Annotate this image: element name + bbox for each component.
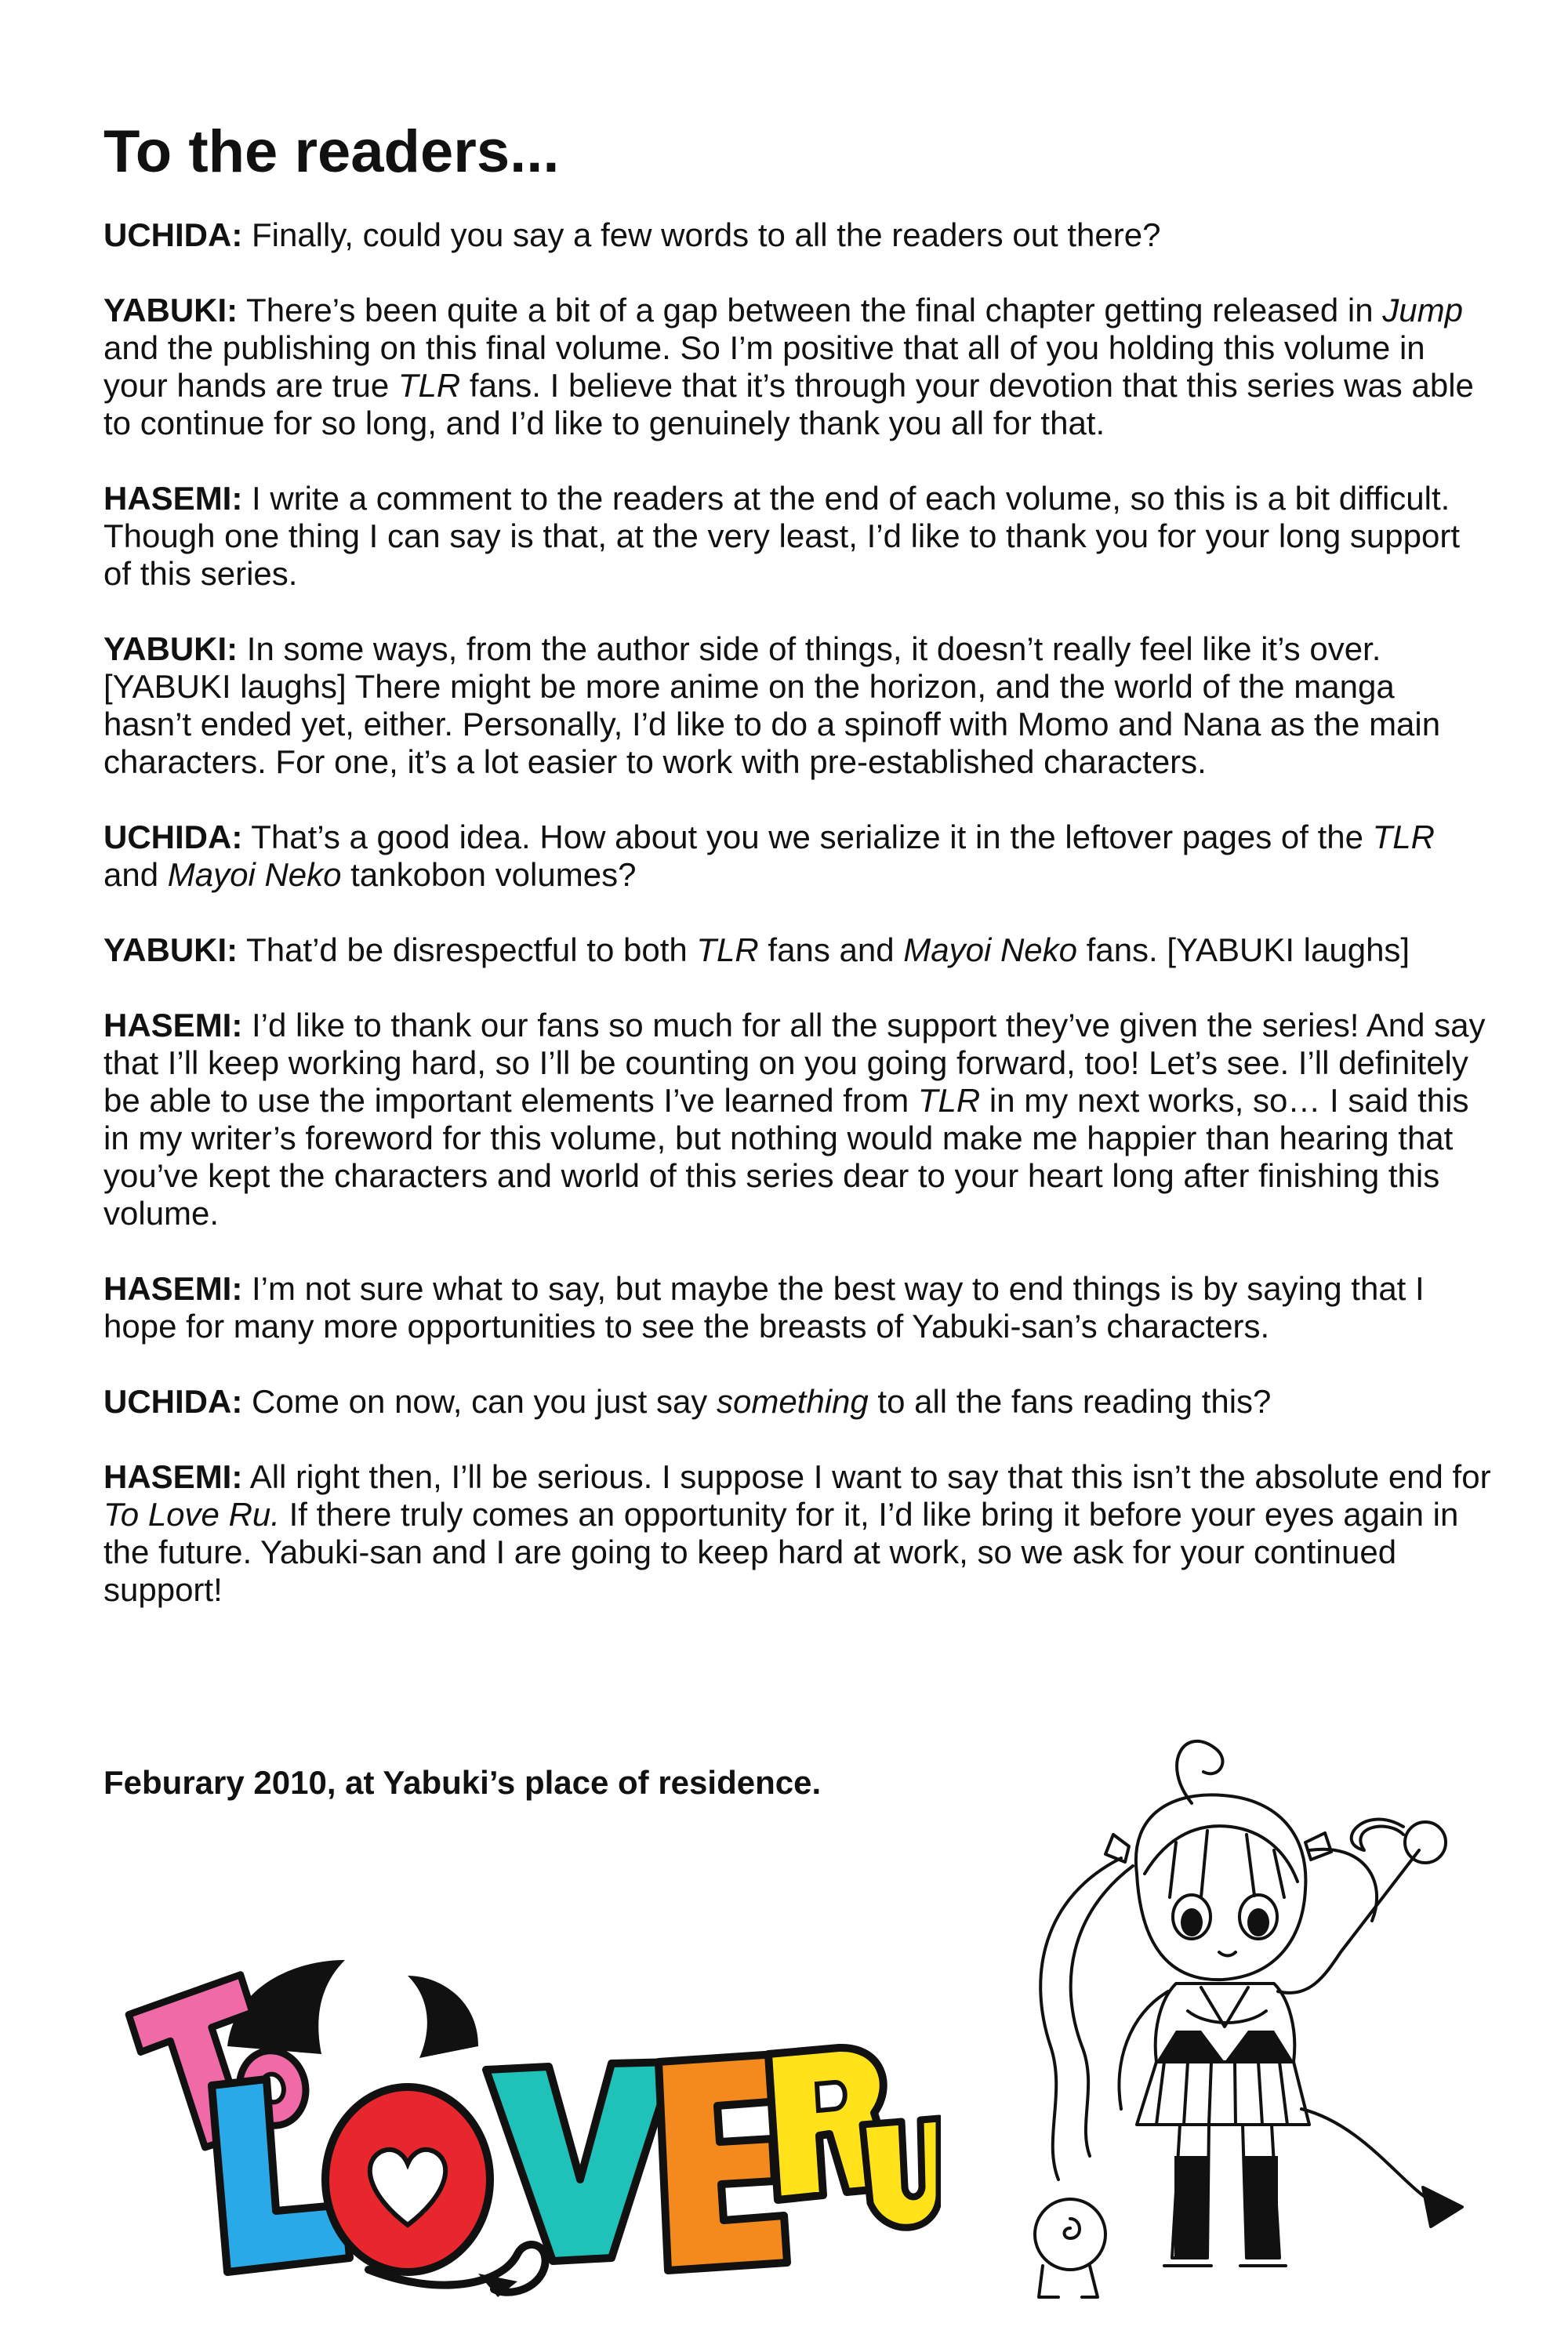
paragraph-text: tankobon volumes? xyxy=(341,856,637,893)
paragraph-text: I’d like to thank our fans so much for all the support they’ve given the series! And say that I’ll keep working hard, so I’ll be counting on you going forward, too! Let’s see. I’ll definitely be able to use the important elements I’ve learned from xyxy=(103,1007,1486,1119)
logo-letter-o xyxy=(325,2087,490,2272)
interview-paragraph xyxy=(103,818,1491,894)
devil-tail-tip-icon xyxy=(1423,2187,1462,2227)
interview-paragraph xyxy=(103,1458,1491,1609)
devil-wing-icon xyxy=(1352,1820,1403,1850)
interview-paragraph xyxy=(103,630,1491,781)
logo-letter-u xyxy=(862,2118,939,2227)
paragraph-text: In some ways, from the author side of things, it doesn’t really feel like it’s over. [YABUKI laughs] There might be more anime on the horizon, and the world of the manga hasn’t ended yet, either. Personally, I’d like to do a spinoff with Momo and Nana as the main characters. For one, it’s a lot easier to work with pre-established characters. xyxy=(103,630,1441,780)
speaker-name: YABUKI: xyxy=(103,630,238,667)
twin-tail-left xyxy=(1040,1858,1121,2180)
paragraph-text: fans and xyxy=(758,931,904,968)
interview-paragraph xyxy=(103,1007,1491,1232)
italic-title-text: To Love Ru. xyxy=(103,1496,280,1533)
paragraph-text: and xyxy=(103,856,168,893)
to-love-ru-logo xyxy=(110,1929,941,2297)
interview-paragraph xyxy=(103,931,1491,969)
paragraph-text: Finally, could you say a few words to all the readers out there? xyxy=(242,216,1161,253)
interview-body xyxy=(103,216,1491,1646)
paragraph-text: All right then, I’ll be serious. I suppose I want to say that this isn’t the absolute end for xyxy=(242,1458,1491,1495)
logo-letter-v xyxy=(486,2062,674,2261)
paragraph-text: fans. I believe that it’s through your devotion that this series was able to continue for so long, and I’d like to genuinely thank you all for that. xyxy=(103,367,1474,441)
twin-tail-right xyxy=(1309,1849,1377,1921)
dateline: Feburary 2010, at Yabuki’s place of residence. xyxy=(103,1764,822,1801)
paragraph-text: in my next works, so… I said this in my writer’s foreword for this volume, but nothing would make me happier than hearing that you’ve kept the characters and world of this series dear to your heart long after finishing this volume. xyxy=(103,1082,1469,1232)
paragraph-text: If there truly comes an opportunity for it, I’d like bring it before your eyes again in the future. Yabuki-san and I are going to keep hard at work, so we ask for your continued support! xyxy=(103,1496,1459,1608)
speaker-name: HASEMI: xyxy=(103,480,243,517)
interview-paragraph xyxy=(103,292,1491,442)
chibi-character-drawing xyxy=(996,1717,1466,2313)
speaker-name: HASEMI: xyxy=(103,1458,243,1495)
speaker-name: HASEMI: xyxy=(103,1270,243,1307)
chibi-character-illustration xyxy=(996,1717,1466,2313)
italic-title-text: TLR xyxy=(696,931,759,968)
paragraph-text: I’m not sure what to say, but maybe the best way to end things is by saying that I hope for many more opportunities to see the breasts of Yabuki-san’s characters. xyxy=(103,1270,1425,1345)
italic-title-text: Mayoi Neko xyxy=(167,856,342,893)
page-title: To the readers... xyxy=(103,118,560,185)
speaker-name: UCHIDA: xyxy=(103,1383,243,1420)
paragraph-text: Come on now, can you just say xyxy=(242,1383,717,1420)
speaker-name: UCHIDA: xyxy=(103,216,243,253)
pet-creature xyxy=(1035,2199,1105,2270)
paragraph-text: That’s a good idea. How about you we serialize it in the leftover pages of the xyxy=(242,818,1373,855)
speaker-name: YABUKI: xyxy=(103,292,238,328)
italic-title-text: something xyxy=(716,1383,869,1420)
paragraph-text: There’s been quite a bit of a gap between the final chapter getting released in xyxy=(238,292,1383,328)
devil-staff xyxy=(1341,1850,1419,1952)
interview-paragraph xyxy=(103,1270,1491,1345)
italic-title-text: Jump xyxy=(1382,292,1463,328)
speaker-name: UCHIDA: xyxy=(103,818,243,855)
paragraph-text: fans. [YABUKI laughs] xyxy=(1077,931,1410,968)
italic-title-text: TLR xyxy=(1372,818,1436,855)
interview-paragraph xyxy=(103,216,1491,254)
italic-title-text: Mayoi Neko xyxy=(903,931,1077,968)
logo-letter-ru xyxy=(768,2048,939,2227)
interview-paragraph xyxy=(103,480,1491,593)
paragraph-text: to all the fans reading this? xyxy=(868,1383,1272,1420)
italic-title-text: TLR xyxy=(917,1082,981,1119)
arm-right xyxy=(1278,1952,1341,1993)
paragraph-text: and the publishing on this final volume. So I’m positive that all of you holding this volume in your hands are true xyxy=(103,329,1425,404)
devil-horn-right xyxy=(408,1976,478,2058)
interview-paragraph xyxy=(103,1383,1491,1421)
paragraph-text: That’d be disrespectful to both xyxy=(238,931,697,968)
italic-title-text: TLR xyxy=(397,367,461,404)
speaker-name: YABUKI: xyxy=(103,931,238,968)
logo-graphic xyxy=(110,1929,941,2297)
speaker-name: HASEMI: xyxy=(103,1007,243,1044)
hair-ornament-left xyxy=(1105,1835,1129,1862)
devil-tail xyxy=(1301,2109,1435,2203)
paragraph-text: I write a comment to the readers at the end of each volume, so this is a bit difficult. Though one thing I can say is that, at the very least, I’d like to thank you for your long support of this series. xyxy=(103,480,1460,592)
hair-ornament-right xyxy=(1305,1833,1331,1860)
